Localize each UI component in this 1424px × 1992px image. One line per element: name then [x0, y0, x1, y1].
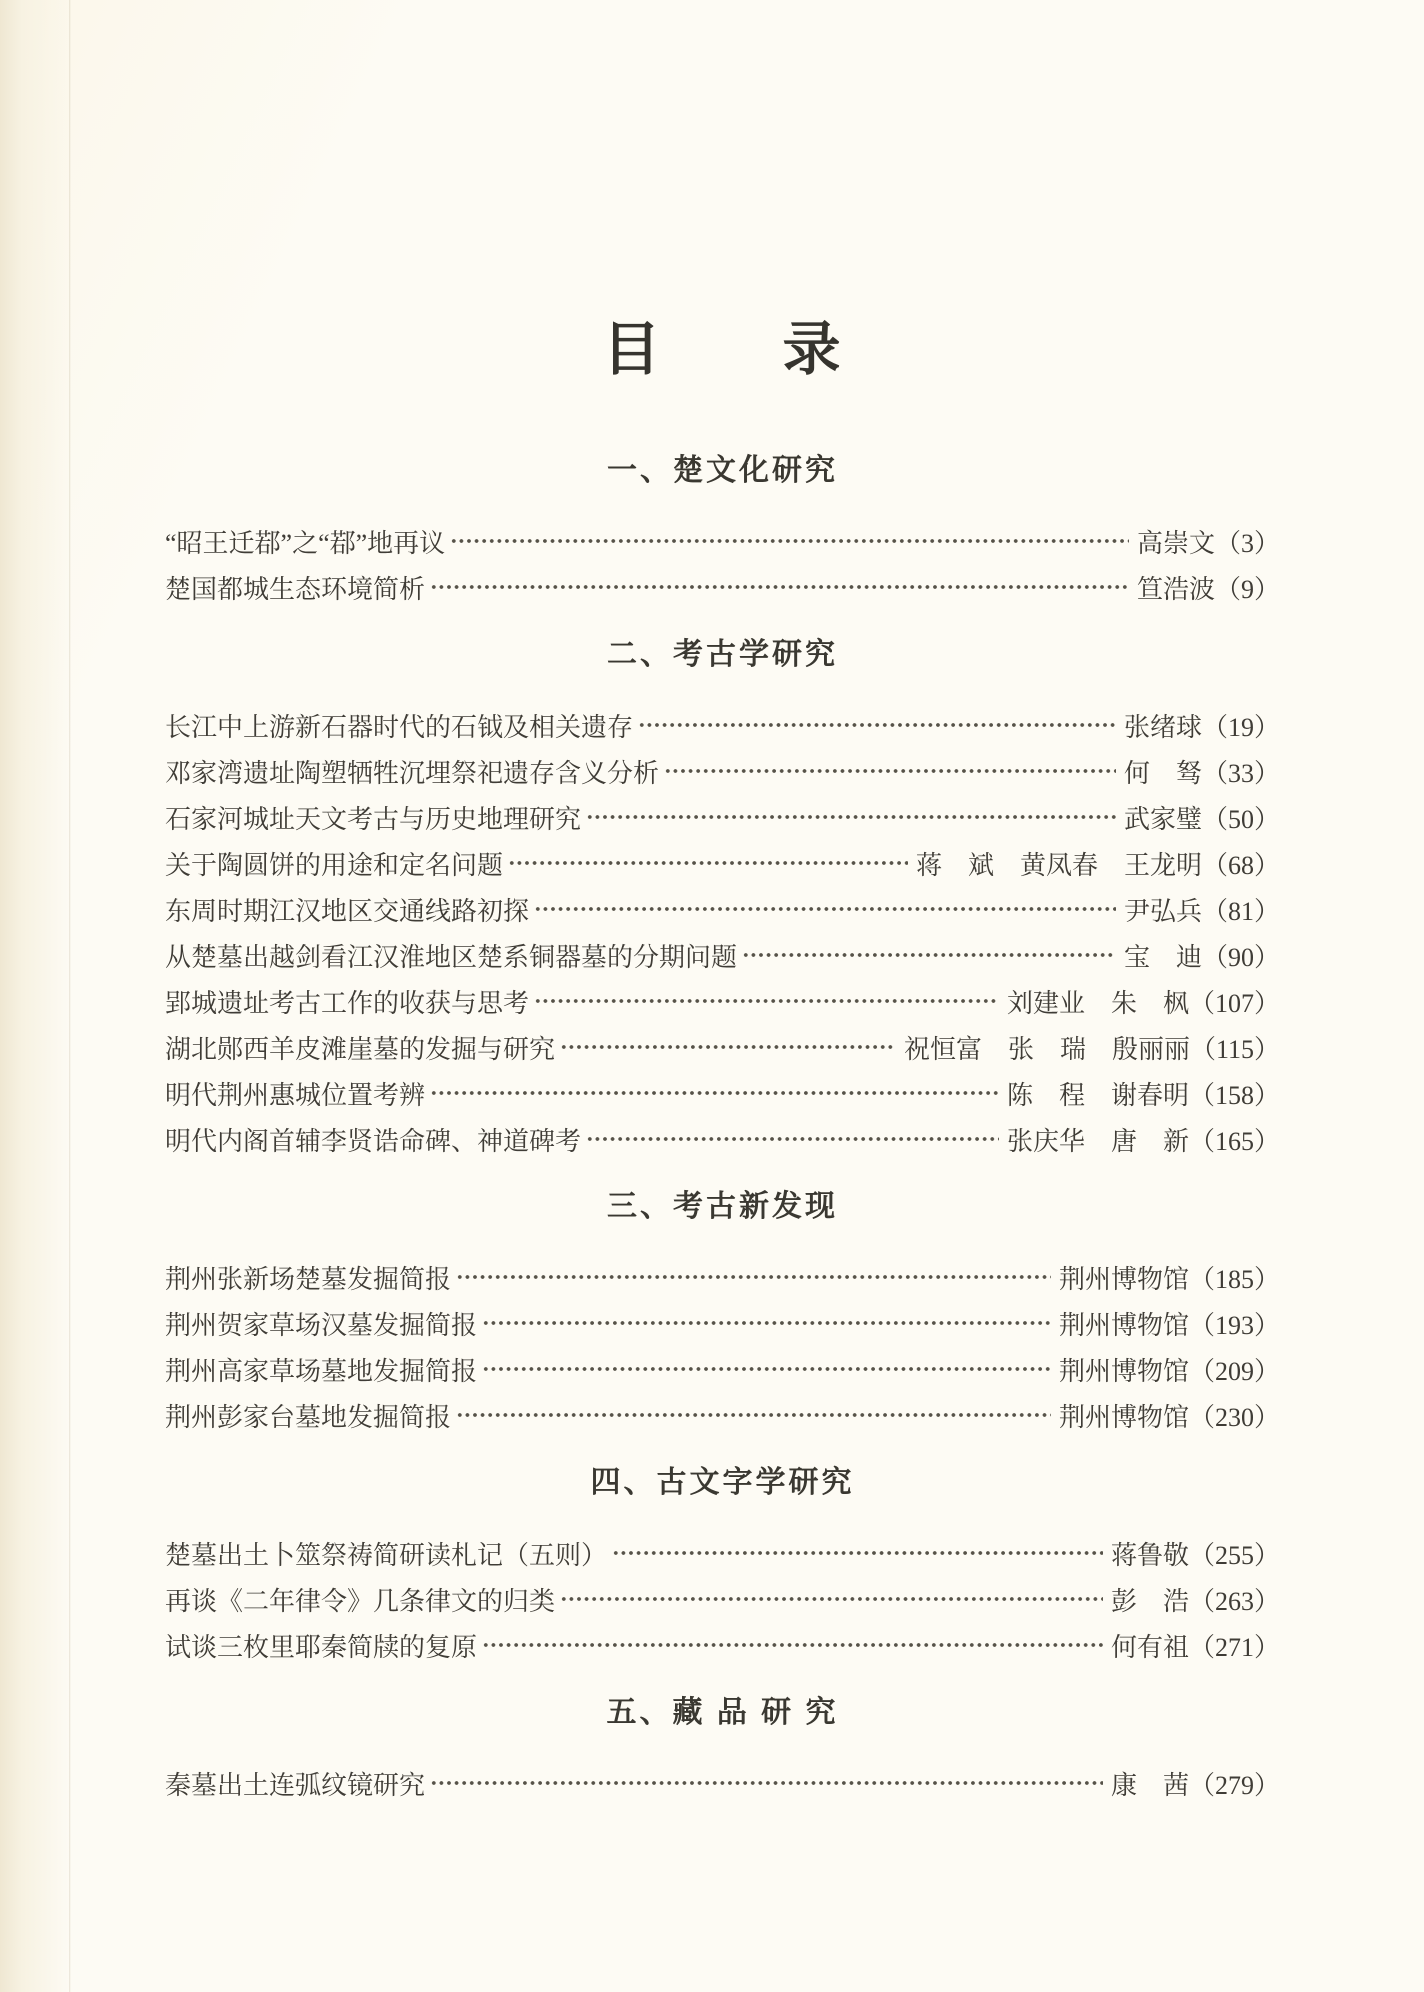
entry-title: 从楚墓出越剑看江汉淮地区楚系铜器墓的分期问题: [165, 942, 738, 972]
entry-title: 东周时期江汉地区交通线路初探: [165, 896, 530, 926]
dot-leader: [534, 988, 999, 1014]
dot-leader: [430, 1080, 999, 1106]
entry-author-page: 笪浩波（9）: [1136, 574, 1280, 604]
dot-leader: [664, 758, 1116, 784]
dot-leader: [482, 1356, 1051, 1382]
entry-title: 长江中上游新石器时代的石钺及相关遗存: [165, 712, 634, 742]
toc-entry: [165, 1070, 1280, 1116]
section-entries: [165, 1530, 1280, 1668]
section-heading: 一、楚文化研究: [607, 454, 838, 487]
dot-leader: [586, 804, 1116, 830]
entry-title: 荆州高家草场墓地发掘简报: [165, 1356, 478, 1386]
toc-content: [165, 454, 1280, 1806]
entry-title: “昭王迁鄀”之“鄀”地再议: [165, 528, 446, 558]
section-heading: 四、古文字学研究: [590, 1466, 855, 1499]
page-gutter-shadow: [69, 0, 71, 1992]
entry-title: 明代内阁首辅李贤诰命碑、神道碑考: [165, 1126, 582, 1156]
dot-leader: [560, 1586, 1103, 1612]
entry-author-page: 何有祖（271）: [1110, 1632, 1280, 1662]
toc-entry: [165, 1254, 1280, 1300]
entry-title: 荆州贺家草场汉墓发掘简报: [165, 1310, 478, 1340]
entry-author-page: 荆州博物馆（193）: [1058, 1310, 1280, 1340]
toc-entry: [165, 748, 1280, 794]
section-heading: 五、藏 品 研 究: [606, 1696, 839, 1729]
toc-section: [165, 1466, 1280, 1668]
entry-author-page: 高崇文（3）: [1136, 528, 1280, 558]
toc-entry: [165, 1346, 1280, 1392]
dot-leader: [450, 528, 1129, 554]
dot-leader: [560, 1034, 896, 1060]
entry-author-page: 彭 浩（263）: [1110, 1586, 1280, 1616]
entry-author-page: 蒋鲁敬（255）: [1110, 1540, 1280, 1570]
toc-entry: [165, 564, 1280, 610]
toc-entry: [165, 1024, 1280, 1070]
entry-author-page: 蒋 斌 黄凤春 王龙明（68）: [915, 850, 1280, 880]
entry-author-page: 宝 迪（90）: [1123, 942, 1280, 972]
toc-entry: [165, 1300, 1280, 1346]
toc-entry: [165, 794, 1280, 840]
entry-title: 楚国都城生态环境简析: [165, 574, 426, 604]
toc-section: [165, 1696, 1280, 1806]
entry-title: 邓家湾遗址陶塑牺牲沉埋祭祀遗存含义分析: [165, 758, 660, 788]
entry-author-page: 武家璧（50）: [1123, 804, 1280, 834]
entry-author-page: 张庆华 唐 新（165）: [1006, 1126, 1280, 1156]
section-entries: [165, 518, 1280, 610]
section-heading: 三、考古新发现: [607, 1190, 838, 1223]
entry-author-page: 荆州博物馆（185）: [1058, 1264, 1280, 1294]
toc-entry: [165, 1530, 1280, 1576]
entry-title: 石家河城址天文考古与历史地理研究: [165, 804, 582, 834]
toc-entry: [165, 978, 1280, 1024]
toc-entry: [165, 518, 1280, 564]
toc-entry: [165, 1392, 1280, 1438]
entry-title: 关于陶圆饼的用途和定名问题: [165, 850, 504, 880]
entry-author-page: 康 茜（279）: [1110, 1770, 1280, 1800]
entry-author-page: 陈 程 谢春明（158）: [1006, 1080, 1280, 1110]
entry-title: 试谈三枚里耶秦简牍的复原: [165, 1632, 478, 1662]
entry-author-page: 尹弘兵（81）: [1123, 896, 1280, 926]
entry-author-page: 刘建业 朱 枫（107）: [1006, 988, 1280, 1018]
entry-title: 郢城遗址考古工作的收获与思考: [165, 988, 530, 1018]
dot-leader: [456, 1402, 1051, 1428]
toc-entry: [165, 1622, 1280, 1668]
toc-entry: [165, 932, 1280, 978]
page-title: 目 录: [602, 317, 843, 382]
section-heading: 二、考古学研究: [607, 638, 838, 671]
toc-section: [165, 638, 1280, 1162]
dot-leader: [612, 1540, 1103, 1566]
toc-entry: [165, 1116, 1280, 1162]
entry-author-page: 荆州博物馆（209）: [1058, 1356, 1280, 1386]
dot-leader: [430, 1770, 1103, 1796]
toc-section: [165, 454, 1280, 610]
toc-entry: [165, 702, 1280, 748]
dot-leader: [638, 712, 1116, 738]
toc-entry: [165, 840, 1280, 886]
entry-title: 荆州张新场楚墓发掘简报: [165, 1264, 452, 1294]
dot-leader: [534, 896, 1116, 922]
entry-author-page: 荆州博物馆（230）: [1058, 1402, 1280, 1432]
entry-title: 楚墓出土卜筮祭祷简研读札记（五则）: [165, 1540, 608, 1570]
entry-author-page: 祝恒富 张 瑞 殷丽丽（115）: [903, 1034, 1280, 1064]
section-entries: [165, 1760, 1280, 1806]
toc-section: [165, 1190, 1280, 1438]
toc-entry: [165, 1576, 1280, 1622]
entry-author-page: 张绪球（19）: [1123, 712, 1280, 742]
entry-title: 明代荆州惠城位置考辨: [165, 1080, 426, 1110]
toc-entry: [165, 1760, 1280, 1806]
section-entries: [165, 702, 1280, 1162]
dot-leader: [508, 850, 908, 876]
dot-leader: [456, 1264, 1051, 1290]
section-entries: [165, 1254, 1280, 1438]
dot-leader: [482, 1632, 1103, 1658]
dot-leader: [742, 942, 1116, 968]
entry-title: 荆州彭家台墓地发掘简报: [165, 1402, 452, 1432]
entry-title: 再谈《二年律令》几条律文的归类: [165, 1586, 556, 1616]
dot-leader: [586, 1126, 999, 1152]
dot-leader: [430, 574, 1129, 600]
entry-title: 湖北郧西羊皮滩崖墓的发掘与研究: [165, 1034, 556, 1064]
toc-entry: [165, 886, 1280, 932]
entry-title: 秦墓出土连弧纹镜研究: [165, 1770, 426, 1800]
dot-leader: [482, 1310, 1051, 1336]
entry-author-page: 何 驽（33）: [1123, 758, 1280, 788]
